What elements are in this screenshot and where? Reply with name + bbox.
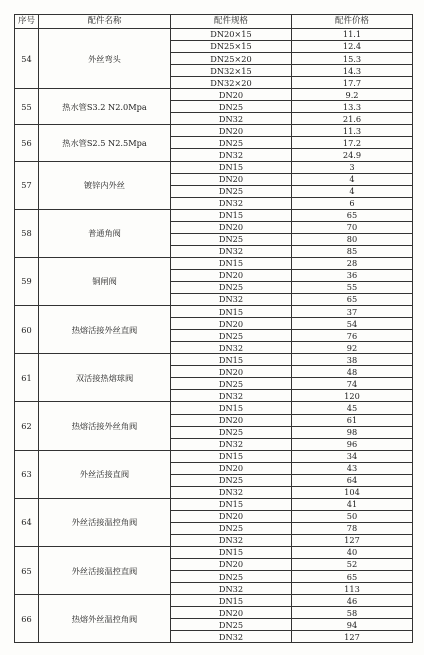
table-row bbox=[15, 547, 413, 559]
part-spec: DN32 bbox=[171, 631, 292, 643]
part-spec: DN32 bbox=[171, 294, 292, 306]
part-spec: DN25 bbox=[171, 281, 292, 293]
part-spec: DN15 bbox=[171, 547, 292, 559]
part-spec: DN32 bbox=[171, 342, 292, 354]
part-price: 13.3 bbox=[292, 101, 413, 113]
part-price: 78 bbox=[292, 522, 413, 534]
part-spec: DN32 bbox=[171, 486, 292, 498]
row-number: 65 bbox=[15, 547, 39, 595]
part-spec: DN20 bbox=[171, 318, 292, 330]
part-name: 镀锌内外丝 bbox=[39, 161, 171, 209]
part-price: 98 bbox=[292, 426, 413, 438]
part-spec: DN25×15 bbox=[171, 41, 292, 53]
part-price: 70 bbox=[292, 221, 413, 233]
row-number: 55 bbox=[15, 89, 39, 125]
part-spec: DN25 bbox=[171, 101, 292, 113]
row-number: 57 bbox=[15, 161, 39, 209]
part-spec: DN32 bbox=[171, 534, 292, 546]
part-name: 热熔活接外丝角阀 bbox=[39, 402, 171, 450]
part-spec: DN20 bbox=[171, 221, 292, 233]
part-price: 24.9 bbox=[292, 149, 413, 161]
part-spec: DN20 bbox=[171, 173, 292, 185]
part-price: 46 bbox=[292, 595, 413, 607]
part-spec: DN15 bbox=[171, 402, 292, 414]
table-row bbox=[15, 306, 413, 318]
table-row bbox=[15, 257, 413, 269]
part-price: 76 bbox=[292, 330, 413, 342]
part-name: 热水管S3.2 N2.0Mpa bbox=[39, 89, 171, 125]
part-price: 113 bbox=[292, 583, 413, 595]
table-row bbox=[15, 595, 413, 607]
part-name: 外丝活接温控角阀 bbox=[39, 498, 171, 546]
part-spec: DN15 bbox=[171, 498, 292, 510]
part-price: 3 bbox=[292, 161, 413, 173]
part-price: 127 bbox=[292, 631, 413, 643]
part-name: 双活接热熔球阀 bbox=[39, 354, 171, 402]
part-spec: DN32 bbox=[171, 583, 292, 595]
part-name: 外丝弯头 bbox=[39, 29, 171, 89]
part-price: 104 bbox=[292, 486, 413, 498]
price-table bbox=[14, 14, 413, 643]
part-price: 85 bbox=[292, 245, 413, 257]
part-spec: DN20 bbox=[171, 607, 292, 619]
part-spec: DN15 bbox=[171, 595, 292, 607]
part-name: 热水管S2.5 N2.5Mpa bbox=[39, 125, 171, 161]
part-spec: DN25 bbox=[171, 137, 292, 149]
part-price: 21.6 bbox=[292, 113, 413, 125]
header-price: 配件价格 bbox=[292, 15, 413, 29]
part-spec: DN15 bbox=[171, 450, 292, 462]
part-spec: DN32×15 bbox=[171, 65, 292, 77]
part-spec: DN20 bbox=[171, 510, 292, 522]
part-spec: DN20 bbox=[171, 559, 292, 571]
part-price: 40 bbox=[292, 547, 413, 559]
table-row bbox=[15, 161, 413, 173]
part-price: 120 bbox=[292, 390, 413, 402]
part-price: 28 bbox=[292, 257, 413, 269]
part-spec: DN32 bbox=[171, 245, 292, 257]
header-spec: 配件规格 bbox=[171, 15, 292, 29]
part-name: 外丝活接温控直阀 bbox=[39, 547, 171, 595]
table-row bbox=[15, 125, 413, 137]
table-row bbox=[15, 29, 413, 41]
part-spec: DN32 bbox=[171, 197, 292, 209]
part-spec: DN20 bbox=[171, 269, 292, 281]
part-price: 4 bbox=[292, 173, 413, 185]
part-price: 17.2 bbox=[292, 137, 413, 149]
part-price: 4 bbox=[292, 185, 413, 197]
part-price: 6 bbox=[292, 197, 413, 209]
part-price: 50 bbox=[292, 510, 413, 522]
header-no: 序号 bbox=[15, 15, 39, 29]
row-number: 62 bbox=[15, 402, 39, 450]
row-number: 56 bbox=[15, 125, 39, 161]
row-number: 64 bbox=[15, 498, 39, 546]
part-price: 80 bbox=[292, 233, 413, 245]
row-number: 63 bbox=[15, 450, 39, 498]
row-number: 54 bbox=[15, 29, 39, 89]
part-price: 65 bbox=[292, 294, 413, 306]
part-price: 34 bbox=[292, 450, 413, 462]
part-spec: DN25×20 bbox=[171, 53, 292, 65]
table-row bbox=[15, 402, 413, 414]
table-body bbox=[15, 29, 413, 643]
part-spec: DN20 bbox=[171, 462, 292, 474]
table-row bbox=[15, 498, 413, 510]
header-row bbox=[15, 15, 413, 29]
part-price: 45 bbox=[292, 402, 413, 414]
part-spec: DN32 bbox=[171, 438, 292, 450]
part-price: 61 bbox=[292, 414, 413, 426]
part-price: 11.1 bbox=[292, 29, 413, 41]
part-price: 127 bbox=[292, 534, 413, 546]
part-price: 54 bbox=[292, 318, 413, 330]
part-spec: DN32 bbox=[171, 113, 292, 125]
part-price: 36 bbox=[292, 269, 413, 281]
part-price: 65 bbox=[292, 571, 413, 583]
part-spec: DN32 bbox=[171, 149, 292, 161]
table-row bbox=[15, 354, 413, 366]
part-price: 17.7 bbox=[292, 77, 413, 89]
table-row bbox=[15, 89, 413, 101]
part-spec: DN25 bbox=[171, 426, 292, 438]
part-price: 52 bbox=[292, 559, 413, 571]
row-number: 59 bbox=[15, 257, 39, 305]
part-price: 65 bbox=[292, 209, 413, 221]
part-name: 铜闸阀 bbox=[39, 257, 171, 305]
part-name: 普通角阀 bbox=[39, 209, 171, 257]
part-price: 9.2 bbox=[292, 89, 413, 101]
part-price: 11.3 bbox=[292, 125, 413, 137]
part-spec: DN20 bbox=[171, 414, 292, 426]
part-name: 热熔外丝温控角阀 bbox=[39, 595, 171, 643]
row-number: 66 bbox=[15, 595, 39, 643]
part-spec: DN15 bbox=[171, 209, 292, 221]
header-name: 配件名称 bbox=[39, 15, 171, 29]
part-spec: DN25 bbox=[171, 233, 292, 245]
part-spec: DN20 bbox=[171, 89, 292, 101]
part-spec: DN32×20 bbox=[171, 77, 292, 89]
part-spec: DN32 bbox=[171, 390, 292, 402]
part-spec: DN15 bbox=[171, 306, 292, 318]
part-spec: DN25 bbox=[171, 474, 292, 486]
part-price: 41 bbox=[292, 498, 413, 510]
part-spec: DN15 bbox=[171, 257, 292, 269]
part-price: 96 bbox=[292, 438, 413, 450]
part-spec: DN25 bbox=[171, 378, 292, 390]
part-spec: DN25 bbox=[171, 522, 292, 534]
row-number: 60 bbox=[15, 306, 39, 354]
part-price: 55 bbox=[292, 281, 413, 293]
part-price: 92 bbox=[292, 342, 413, 354]
part-price: 37 bbox=[292, 306, 413, 318]
part-spec: DN15 bbox=[171, 354, 292, 366]
part-spec: DN25 bbox=[171, 330, 292, 342]
part-name: 热熔活接外丝直阀 bbox=[39, 306, 171, 354]
row-number: 58 bbox=[15, 209, 39, 257]
part-price: 14.3 bbox=[292, 65, 413, 77]
part-spec: DN15 bbox=[171, 161, 292, 173]
part-price: 15.3 bbox=[292, 53, 413, 65]
part-spec: DN20 bbox=[171, 366, 292, 378]
part-price: 74 bbox=[292, 378, 413, 390]
part-spec: DN20 bbox=[171, 125, 292, 137]
part-spec: DN25 bbox=[171, 619, 292, 631]
part-spec: DN25 bbox=[171, 571, 292, 583]
part-spec: DN20×15 bbox=[171, 29, 292, 41]
part-price: 94 bbox=[292, 619, 413, 631]
row-number: 61 bbox=[15, 354, 39, 402]
table-row bbox=[15, 450, 413, 462]
part-price: 48 bbox=[292, 366, 413, 378]
part-price: 38 bbox=[292, 354, 413, 366]
part-price: 12.4 bbox=[292, 41, 413, 53]
part-spec: DN25 bbox=[171, 185, 292, 197]
part-price: 64 bbox=[292, 474, 413, 486]
part-price: 43 bbox=[292, 462, 413, 474]
table-row bbox=[15, 209, 413, 221]
part-name: 外丝活接直阀 bbox=[39, 450, 171, 498]
part-price: 58 bbox=[292, 607, 413, 619]
